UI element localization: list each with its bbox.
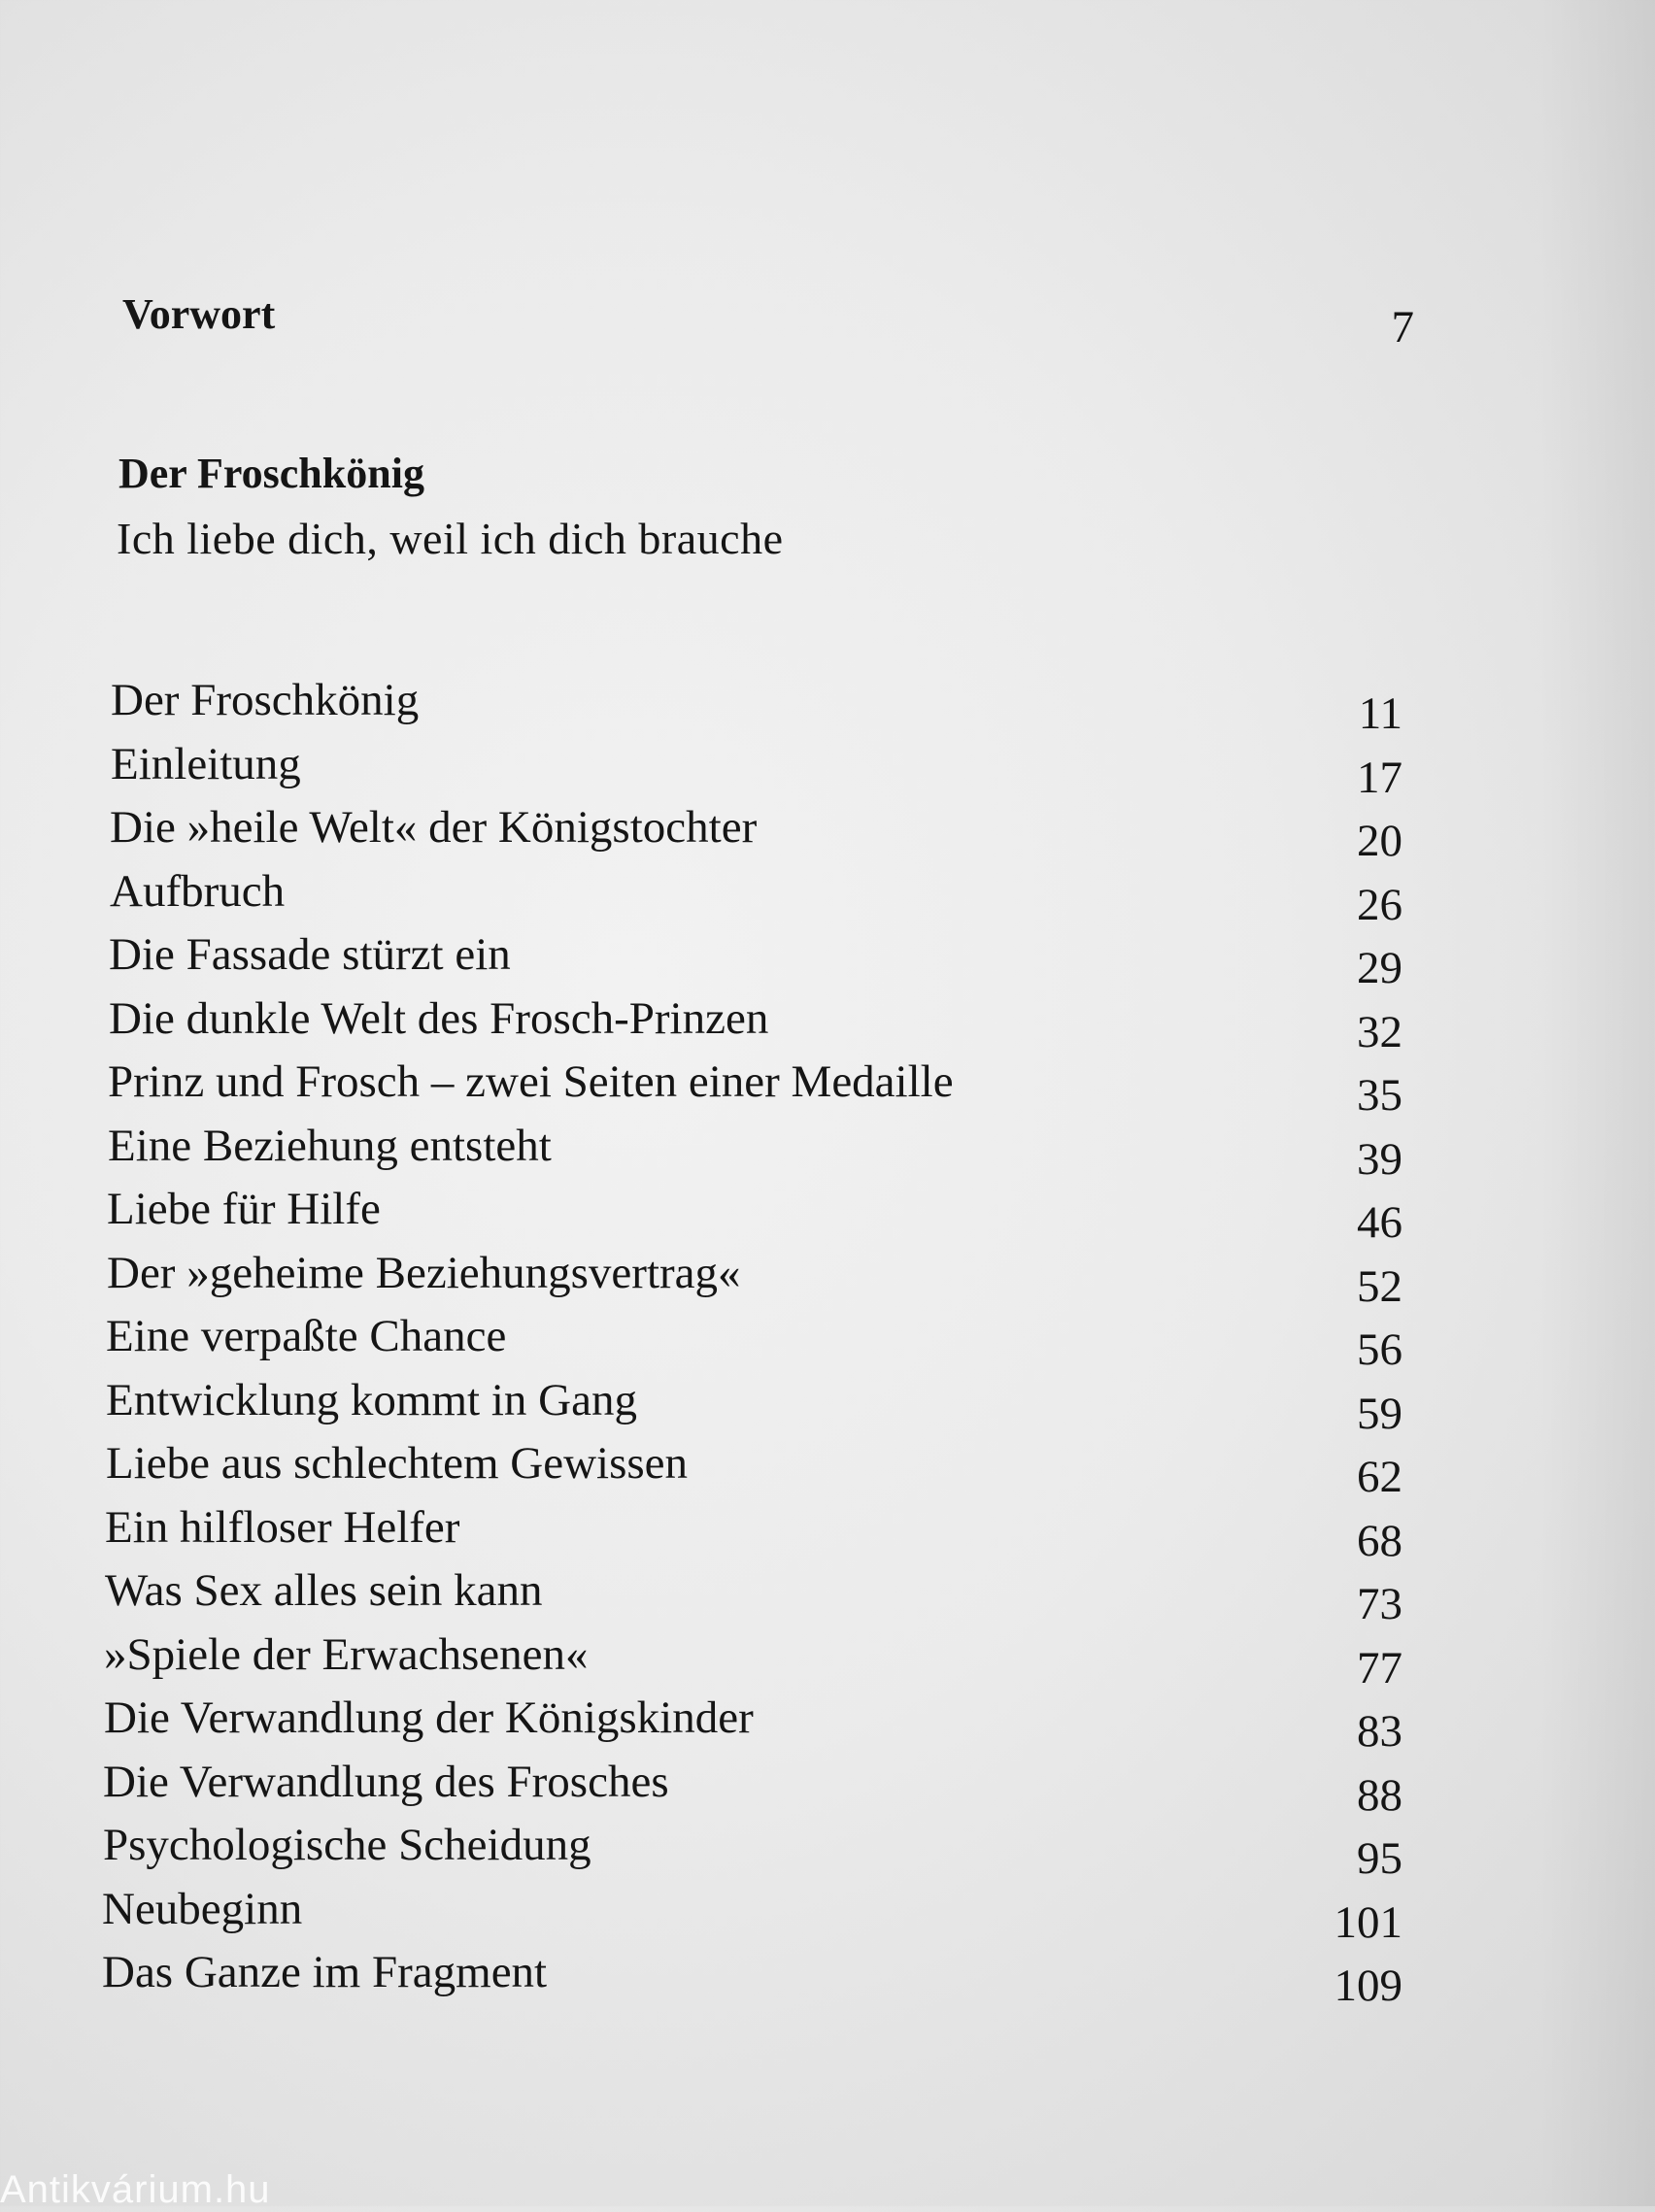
vorwort-heading: Vorwort <box>122 290 276 338</box>
toc-entry-page-number: 109 <box>1334 1961 1402 2011</box>
toc-entry-page-number: 101 <box>1334 1896 1402 1948</box>
toc-entry-title: Die »heile Welt« der Königstochter <box>110 802 758 853</box>
toc-entry-title: Das Ganze im Fragment <box>102 1947 548 1997</box>
watermark-text: Antikvárium.hu <box>0 2168 271 2211</box>
toc-entry-title: Psychologische Scheidung <box>103 1820 591 1870</box>
toc-entry[interactable] <box>106 1374 1402 1439</box>
toc-entry[interactable] <box>106 1437 1402 1502</box>
toc-entry-page-number: 35 <box>1357 1070 1402 1121</box>
toc-entry[interactable] <box>104 1628 1402 1693</box>
toc-entry[interactable] <box>105 1501 1402 1566</box>
toc-entry-page-number: 88 <box>1357 1769 1402 1821</box>
toc-entry-title: Die Fassade stürzt ein <box>109 929 511 980</box>
toc-entry[interactable] <box>108 1056 1402 1121</box>
vorwort-page-number: 7 <box>1391 302 1414 352</box>
toc-entry[interactable] <box>109 992 1402 1057</box>
toc-entry-title: Einleitung <box>111 738 301 789</box>
toc-entry-page-number: 17 <box>1357 752 1402 803</box>
toc-entry[interactable] <box>108 1120 1402 1185</box>
toc-entry-page-number: 26 <box>1357 879 1402 930</box>
toc-entry-page-number: 52 <box>1357 1260 1402 1312</box>
toc-entry-title: Die Verwandlung des Frosches <box>103 1756 669 1807</box>
toc-entry-page-number: 56 <box>1357 1324 1402 1375</box>
toc-entry[interactable] <box>107 1247 1402 1312</box>
toc-entry-title: Eine Beziehung entsteht <box>108 1120 552 1171</box>
toc-entry-page-number: 20 <box>1357 816 1402 866</box>
toc-entry[interactable] <box>102 1883 1402 1948</box>
toc-entry-title: »Spiele der Erwachsenen« <box>104 1628 589 1680</box>
toc-entry[interactable] <box>111 738 1402 803</box>
toc-entry-page-number: 59 <box>1357 1388 1402 1439</box>
toc-entry-page-number: 29 <box>1357 943 1402 993</box>
toc-entry[interactable] <box>103 1819 1402 1884</box>
toc-entry-title: Entwicklung kommt in Gang <box>106 1374 637 1425</box>
toc-entry-title: Was Sex alles sein kann <box>105 1565 543 1616</box>
toc-entry-title: Liebe für Hilfe <box>107 1184 381 1234</box>
toc-entry-title: Eine verpaßte Chance <box>106 1311 507 1361</box>
toc-entry-page-number: 95 <box>1357 1833 1402 1884</box>
toc-entry[interactable] <box>110 865 1402 930</box>
toc-entry-page-number: 73 <box>1357 1579 1402 1629</box>
toc-entry[interactable] <box>106 1310 1402 1375</box>
toc-entry[interactable] <box>109 928 1402 993</box>
toc-entry[interactable] <box>110 801 1402 866</box>
section-subtitle: Ich liebe dich, weil ich dich brauche <box>117 514 784 563</box>
section-heading: Der Froschkönig <box>118 450 424 497</box>
toc-entry[interactable] <box>105 1564 1402 1629</box>
toc-entry-title: Prinz und Frosch – zwei Seiten einer Medaille <box>108 1056 954 1107</box>
toc-entry-title: Neubeginn <box>102 1883 303 1934</box>
toc-entry[interactable] <box>104 1692 1402 1757</box>
toc-entry-page-number: 11 <box>1358 688 1402 739</box>
toc-entry[interactable] <box>111 674 1402 739</box>
toc-entry-page-number: 68 <box>1357 1515 1402 1566</box>
toc-entry-page-number: 39 <box>1357 1133 1402 1185</box>
toc-entry[interactable] <box>107 1183 1402 1248</box>
toc-entry[interactable] <box>103 1756 1402 1821</box>
toc-entry-title: Die Verwandlung der Königskinder <box>104 1693 754 1743</box>
toc-entry-title: Der »geheime Beziehungsvertrag« <box>107 1247 741 1298</box>
toc-row-vorwort[interactable] <box>122 287 1414 352</box>
toc-entry-title: Liebe aus schlechtem Gewissen <box>106 1438 689 1489</box>
toc-entry[interactable] <box>102 1946 1402 2011</box>
toc-entry-page-number: 46 <box>1357 1197 1402 1248</box>
page-edge-shadow <box>1538 0 1655 2206</box>
toc-entry-title: Aufbruch <box>110 865 286 917</box>
toc-entry-page-number: 83 <box>1357 1706 1402 1757</box>
toc-entry-page-number: 32 <box>1357 1006 1402 1057</box>
toc-entry-page-number: 62 <box>1357 1452 1402 1502</box>
toc-entry-title: Der Froschkönig <box>111 675 420 725</box>
toc-entry-page-number: 77 <box>1357 1642 1402 1693</box>
toc-entry-title: Die dunkle Welt des Frosch-Prinzen <box>109 992 769 1044</box>
toc-entry-title: Ein hilfloser Helfer <box>105 1501 460 1553</box>
